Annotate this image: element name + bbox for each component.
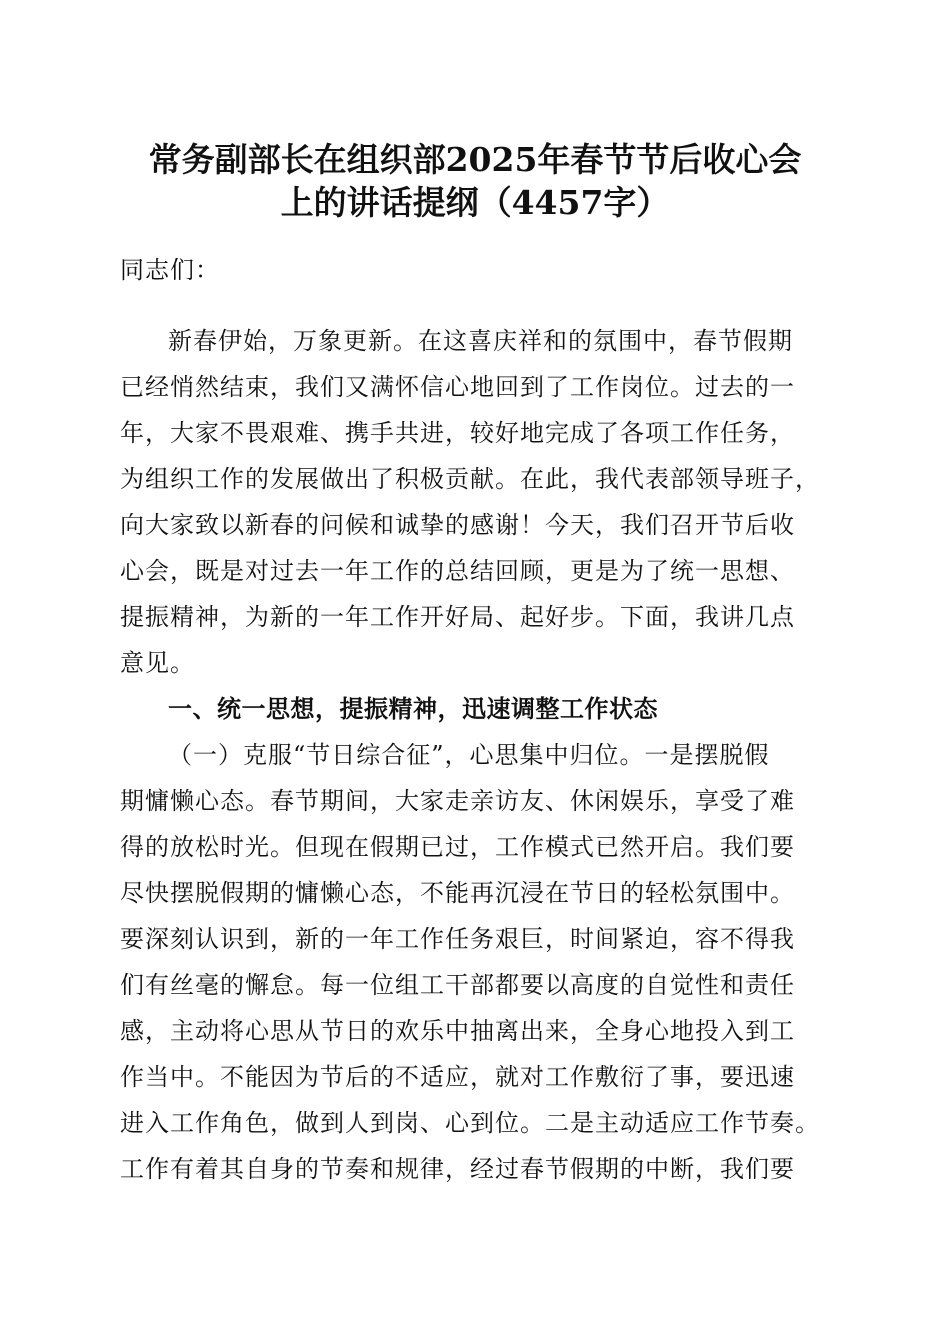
document-title-line-2: 上的讲话提纲（4457字）	[280, 183, 670, 222]
paragraph-line: 进入工作角色，做到人到岗、心到位。二是主动适应工作节奏。	[120, 1109, 820, 1137]
document-title-line-1: 常务副部长在组织部2025年春节节后收心会	[148, 140, 802, 179]
paragraph-line: 心会，既是对过去一年工作的总结回顾，更是为了统一思想、	[120, 557, 795, 585]
paragraph-line: 感，主动将心思从节日的欢乐中抽离出来，全身心地投入到工	[120, 1017, 795, 1045]
paragraph-line: 已经悄然结束，我们又满怀信心地回到了工作岗位。过去的一	[120, 373, 795, 401]
paragraph-line: 提振精神，为新的一年工作开好局、起好步。下面，我讲几点	[120, 603, 795, 631]
paragraph-line: 作当中。不能因为节后的不适应，就对工作敷衍了事，要迅速	[120, 1063, 795, 1091]
salutation: 同志们：	[120, 256, 220, 284]
paragraph-line: 年，大家不畏艰难、携手共进，较好地完成了各项工作任务，	[120, 419, 795, 447]
paragraph-line: 要深刻认识到，新的一年工作任务艰巨，时间紧迫，容不得我	[120, 925, 795, 953]
paragraph-line: 意见。	[120, 649, 195, 677]
paragraph-line: 为组织工作的发展做出了积极贡献。在此，我代表部领导班子，	[120, 465, 820, 493]
paragraph-line: 们有丝毫的懈怠。每一位组工干部都要以高度的自觉性和责任	[120, 971, 795, 999]
paragraph-line: 新春伊始，万象更新。在这喜庆祥和的氛围中，春节假期	[168, 327, 793, 355]
paragraph-line: 期慵懒心态。春节期间，大家走亲访友、休闲娱乐，享受了难	[120, 787, 795, 815]
paragraph-line: 向大家致以新春的问候和诚挚的感谢！今天，我们召开节后收	[120, 511, 795, 539]
paragraph-line: 得的放松时光。但现在假期已过，工作模式已然开启。我们要	[120, 833, 795, 861]
paragraph-line: （一）克服“节日综合征”，心思集中归位。一是摆脱假	[168, 741, 770, 769]
paragraph-line: 工作有着其自身的节奏和规律，经过春节假期的中断，我们要	[120, 1155, 795, 1183]
paragraph-line: 尽快摆脱假期的慵懒心态，不能再沉浸在节日的轻松氛围中。	[120, 879, 795, 907]
section-heading: 一、统一思想，提振精神，迅速调整工作状态	[168, 695, 658, 723]
